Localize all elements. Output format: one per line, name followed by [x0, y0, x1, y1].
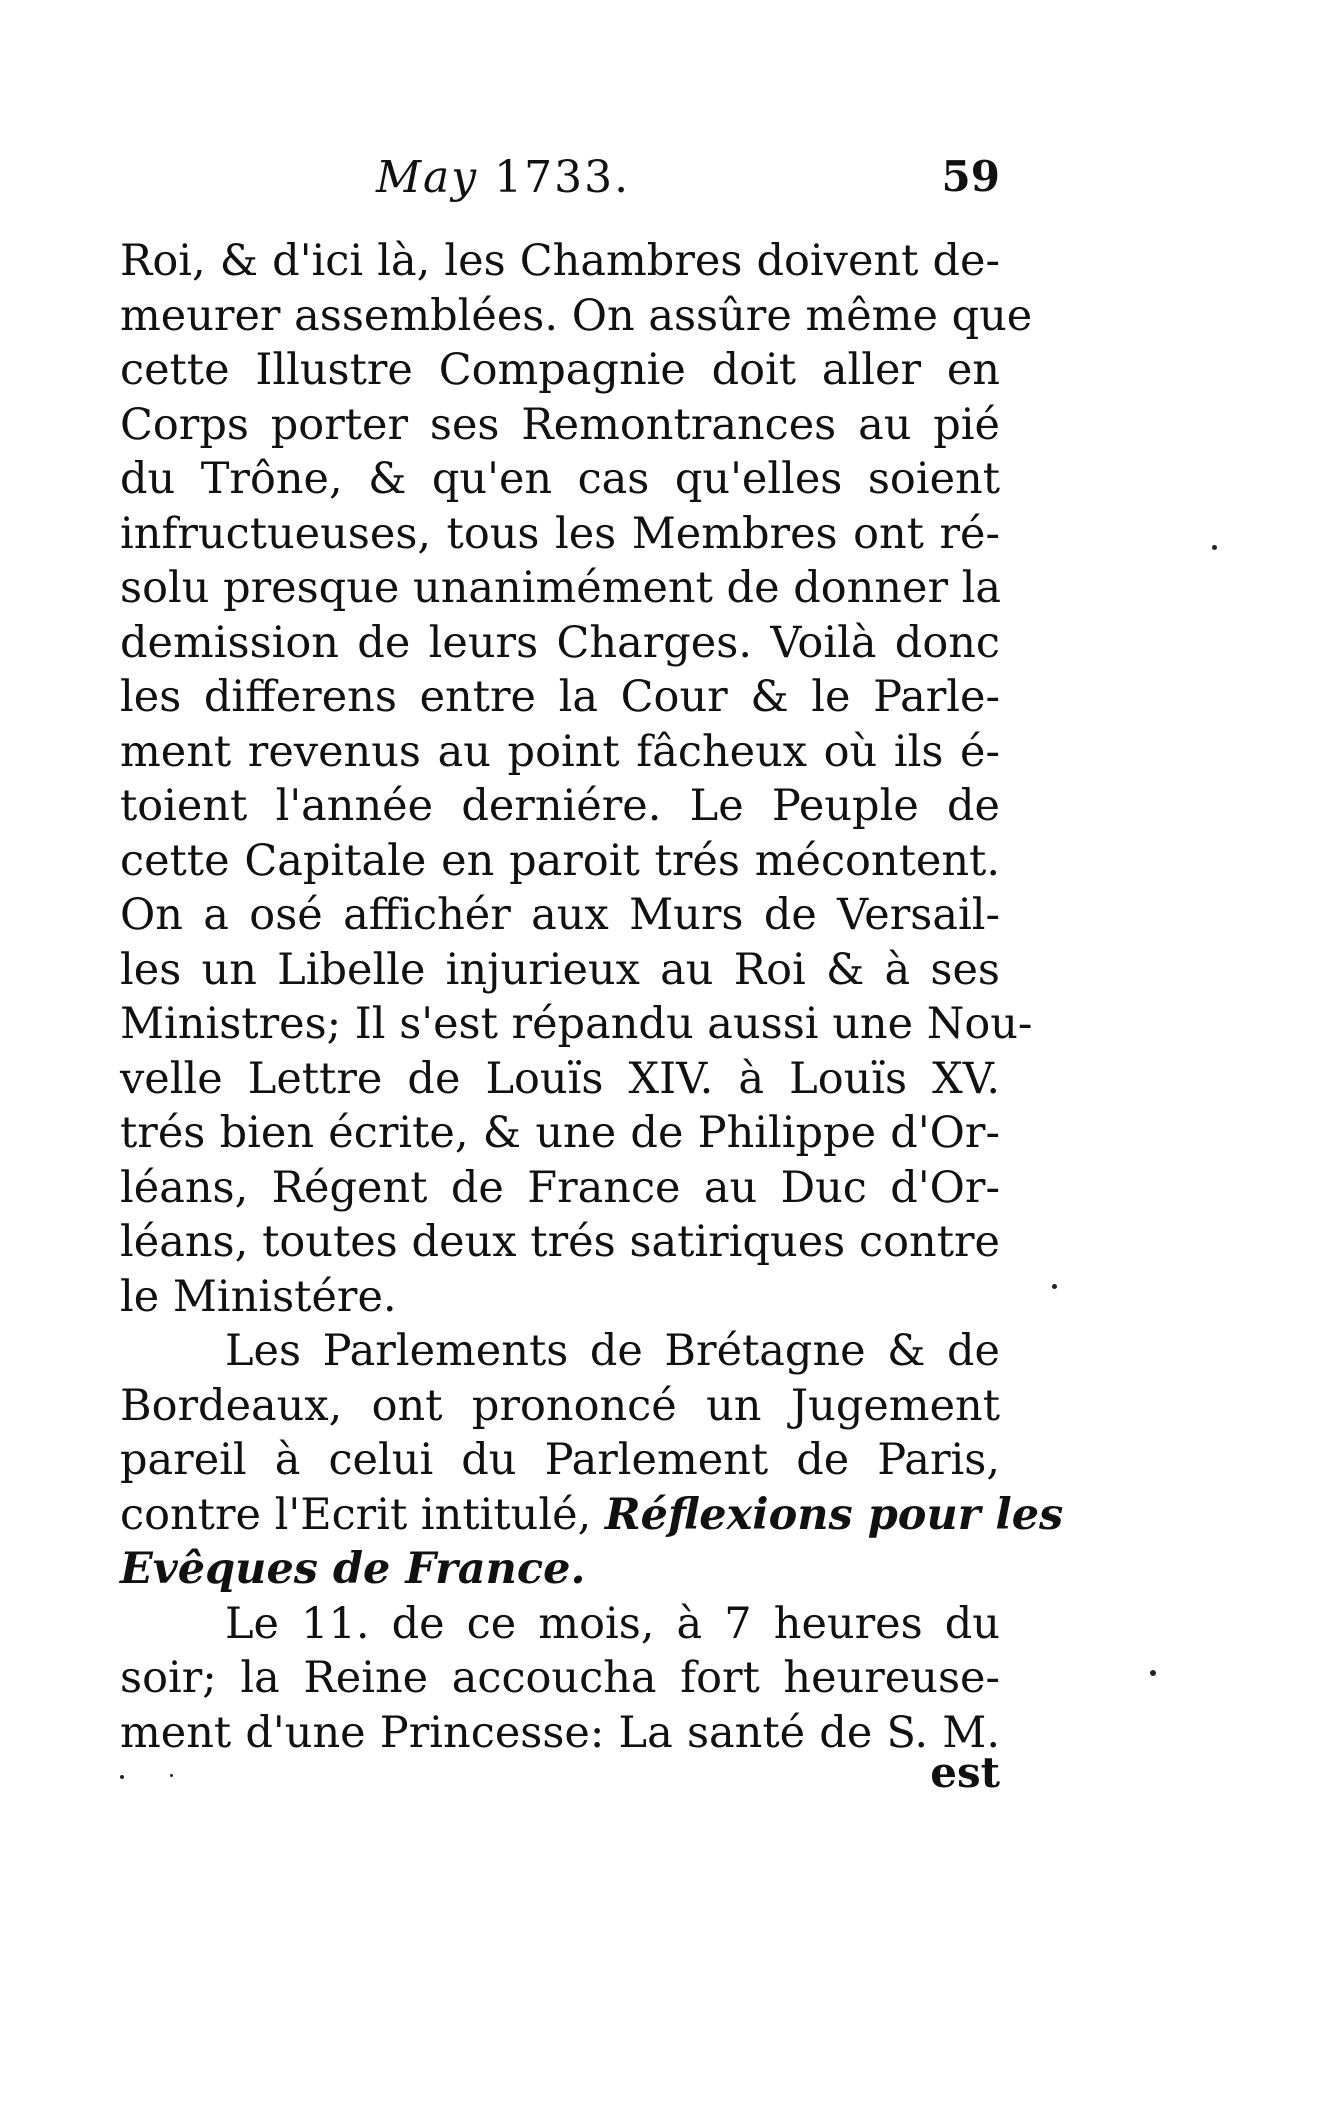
text-line: demission de leurs Charges. Voilà donc — [120, 617, 1000, 668]
running-title — [376, 152, 630, 203]
catchword: est — [930, 1748, 1000, 1797]
header-month: May — [376, 152, 479, 203]
text-line: léans, Régent de France au Duc d'Or- — [120, 1162, 1000, 1213]
text-line: cette Illustre Compagnie doit aller en — [120, 345, 1000, 395]
text-line: pareil à celui du Parlement de Paris, — [120, 1435, 1000, 1485]
text-line: soir; la Reine accoucha fort heureuse- — [120, 1653, 1000, 1703]
text-line: léans, toutes deux trés satiriques contre — [120, 1217, 1000, 1267]
text-line: les un Libelle injurieux au Roi & à ses — [120, 944, 1000, 995]
text-line: Roi, & d'ici là, les Chambres doivent de- — [120, 236, 1000, 286]
text-line: meurer assemblées. On assûre même que — [120, 290, 1033, 341]
text-line: Les Parlements de Brétagne & de — [225, 1326, 1000, 1376]
text-line: velle Lettre de Louïs XIV. à Louïs XV. — [120, 1053, 1000, 1104]
text-line-with-title — [120, 1488, 1064, 1543]
text-line — [120, 1542, 1000, 1597]
italic-title-continued: Evêques de France. — [120, 1544, 586, 1594]
text-line: Le 11. de ce mois, à 7 heures du — [225, 1598, 1000, 1649]
speck — [170, 1774, 173, 1777]
text-line: solu presque unanimément de donner la — [120, 563, 1002, 613]
text-line: trés bien écrite, & une de Philippe d'Or- — [120, 1108, 1000, 1158]
text-line: Bordeaux, ont prononcé un Jugement — [120, 1380, 1000, 1431]
page-number: 59 — [941, 152, 1000, 201]
speck — [1212, 545, 1217, 550]
text-line: cette Capitale en paroit trés mécontent. — [120, 835, 1000, 886]
page-header — [120, 152, 1000, 222]
header-year: 1733. — [494, 152, 631, 203]
text-line: infructueuses, tous les Membres ont ré- — [120, 508, 1000, 559]
text-line: ment revenus au point fâcheux où ils é- — [120, 726, 1000, 777]
text-segment: contre l'Ecrit intitulé, — [120, 1489, 592, 1540]
text-line: ment d'une Princesse: La santé de S. M. — [120, 1707, 1000, 1758]
body-text — [120, 234, 1064, 1760]
text-line: le Ministére. — [120, 1271, 397, 1322]
text-line: les differens entre la Cour & le Parle- — [120, 672, 1000, 722]
text-line: du Trône, & qu'en cas qu'elles soient — [120, 454, 1000, 504]
text-line: Ministres; Il s'est répandu aussi une Nou- — [120, 999, 1033, 1049]
italic-title: Réflexions pour les — [604, 1489, 1064, 1540]
text-line: toient l'année derniére. Le Peuple de — [120, 781, 1000, 831]
speck — [1150, 1670, 1156, 1676]
text-line: On a osé affichér aux Murs de Versail- — [120, 890, 1000, 940]
speck — [120, 1775, 124, 1779]
text-line: Corps porter ses Remontrances au pié — [120, 399, 1000, 450]
speck — [1052, 1284, 1057, 1289]
